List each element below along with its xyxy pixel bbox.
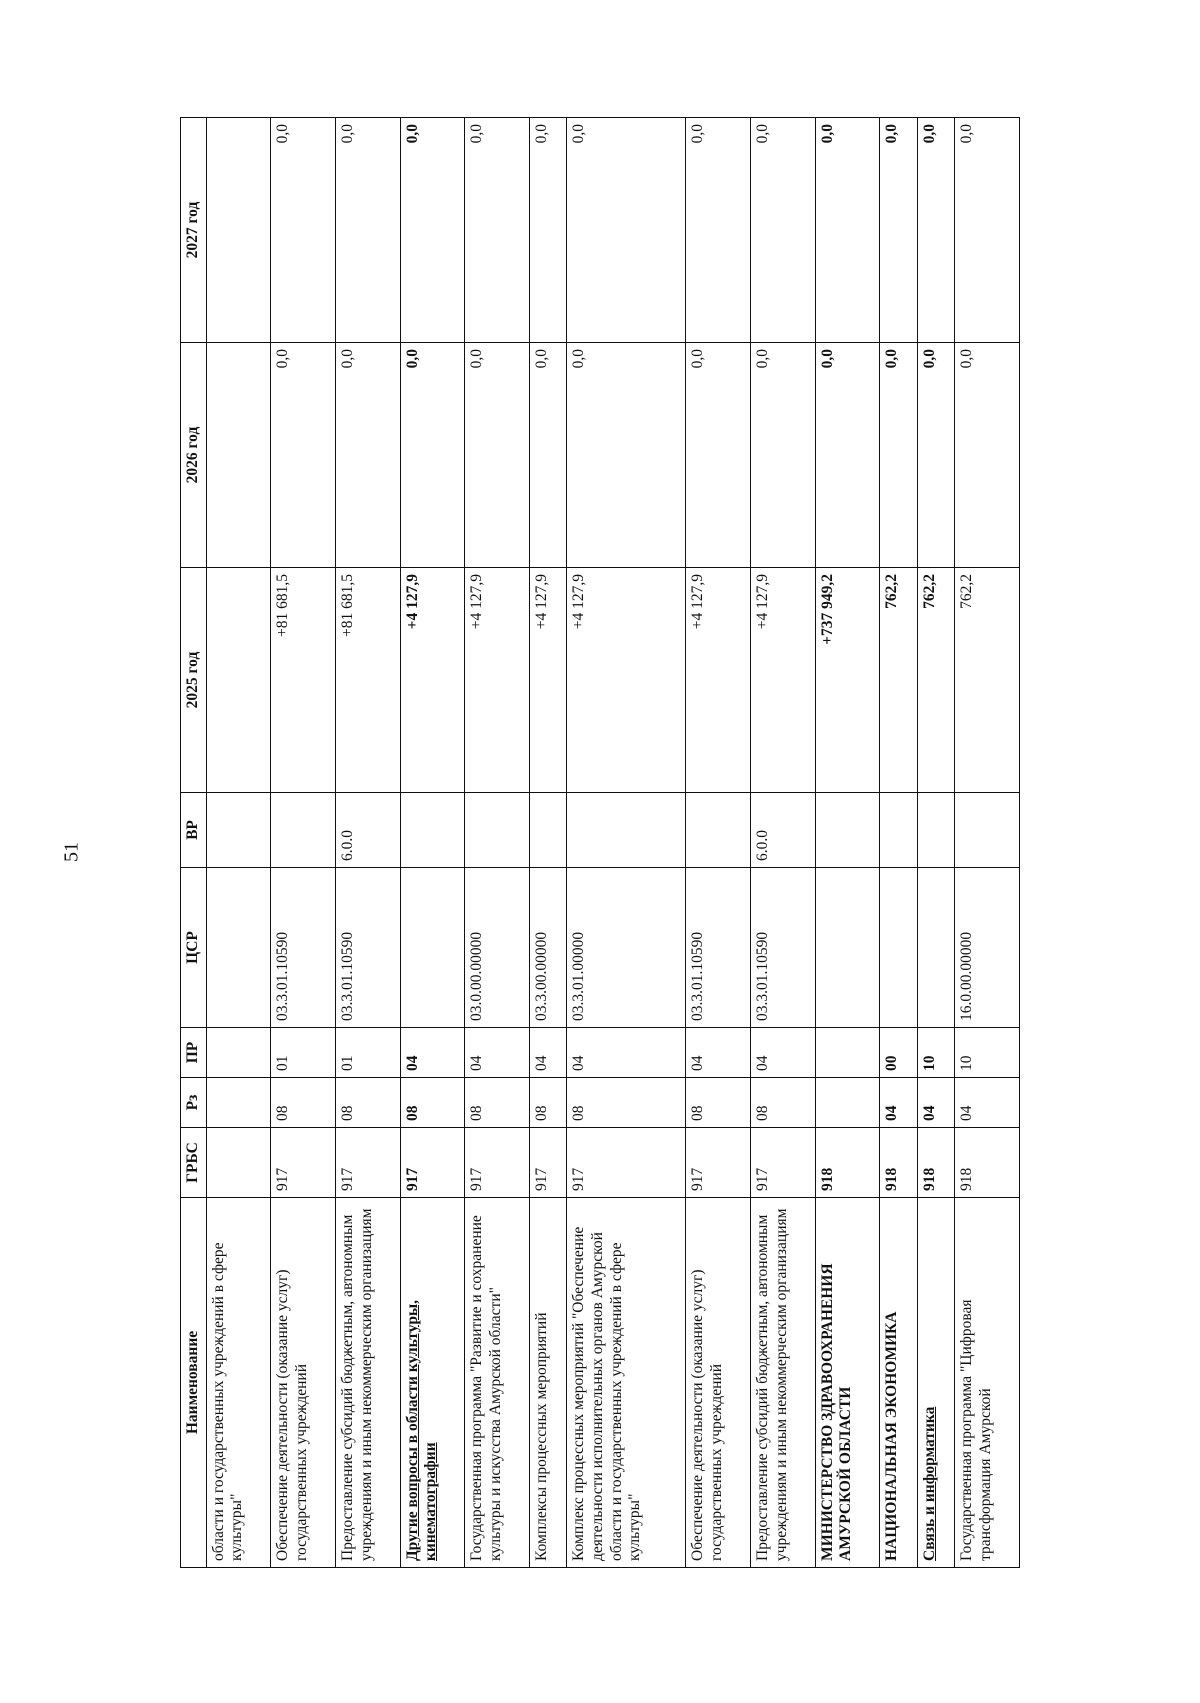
row-pr-cell: 04 xyxy=(751,1028,816,1078)
row-csr-cell: 03.3.01.10590 xyxy=(751,868,816,1028)
row-rz-cell: 04 xyxy=(880,1078,917,1128)
row-grbs-cell: 918 xyxy=(880,1128,917,1198)
row-vr-cell xyxy=(206,793,271,868)
header-pr: ПР xyxy=(181,1028,207,1078)
row-pr-cell: 10 xyxy=(917,1028,954,1078)
row-vr-cell xyxy=(465,793,530,868)
row-rz-cell xyxy=(206,1078,271,1128)
header-csr: ЦСР xyxy=(181,868,207,1028)
row-vr-cell xyxy=(529,793,566,868)
row-name-cell: Обеспечение деятельности (оказание услуг) государственных учреждений xyxy=(271,1198,336,1568)
row-2027-cell: 0,0 xyxy=(917,118,954,343)
row-pr-cell xyxy=(206,1028,271,1078)
table-body xyxy=(206,118,1019,1568)
row-csr-cell: 16.0.00.00000 xyxy=(955,868,1020,1028)
row-2025-cell: 762,2 xyxy=(880,568,917,793)
row-name-cell: Предоставление субсидий бюджетным, автономным учреждениям и иным некоммерческим организациям xyxy=(751,1198,816,1568)
row-pr-cell xyxy=(815,1028,880,1078)
row-vr-cell xyxy=(815,793,880,868)
row-2027-cell: 0,0 xyxy=(271,118,336,343)
row-2027-cell: 0,0 xyxy=(465,118,530,343)
row-csr-cell: 03.0.00.00000 xyxy=(465,868,530,1028)
table-row xyxy=(400,118,465,1568)
row-2026-cell xyxy=(206,343,271,568)
row-name-cell: Государственная программа "Цифровая трансформация Амурской xyxy=(955,1198,1020,1568)
table-row xyxy=(271,118,336,1568)
row-name-cell: Другие вопросы в области культуры, кинематографии xyxy=(400,1198,465,1568)
row-rz-cell: 04 xyxy=(917,1078,954,1128)
row-csr-cell xyxy=(400,868,465,1028)
row-vr-cell xyxy=(917,793,954,868)
row-2027-cell xyxy=(206,118,271,343)
row-pr-cell: 04 xyxy=(529,1028,566,1078)
table-row xyxy=(206,118,271,1568)
row-vr-cell xyxy=(400,793,465,868)
budget-table-container xyxy=(180,118,1020,1568)
row-2026-cell: 0,0 xyxy=(465,343,530,568)
row-grbs-cell: 917 xyxy=(686,1128,751,1198)
table-row xyxy=(686,118,751,1568)
row-pr-cell: 01 xyxy=(335,1028,400,1078)
row-pr-cell: 10 xyxy=(955,1028,1020,1078)
row-2027-cell: 0,0 xyxy=(880,118,917,343)
row-2026-cell: 0,0 xyxy=(271,343,336,568)
row-2026-cell: 0,0 xyxy=(955,343,1020,568)
row-rz-cell: 08 xyxy=(335,1078,400,1128)
header-2025: 2025 год xyxy=(181,568,207,793)
table-row xyxy=(815,118,880,1568)
row-rz-cell: 04 xyxy=(955,1078,1020,1128)
row-csr-cell: 03.3.01.00000 xyxy=(567,868,686,1028)
row-2025-cell xyxy=(206,568,271,793)
row-grbs-cell: 918 xyxy=(955,1128,1020,1198)
row-grbs-cell: 918 xyxy=(815,1128,880,1198)
row-vr-cell: 6.0.0 xyxy=(335,793,400,868)
row-2025-cell: +4 127,9 xyxy=(751,568,816,793)
row-grbs-cell: 917 xyxy=(335,1128,400,1198)
row-2025-cell: +737 949,2 xyxy=(815,568,880,793)
row-grbs-cell: 917 xyxy=(465,1128,530,1198)
row-2027-cell: 0,0 xyxy=(400,118,465,343)
row-rz-cell: 08 xyxy=(567,1078,686,1128)
row-rz-cell: 08 xyxy=(529,1078,566,1128)
table-row xyxy=(751,118,816,1568)
header-2027: 2027 год xyxy=(181,118,207,343)
row-2026-cell: 0,0 xyxy=(335,343,400,568)
row-2026-cell: 0,0 xyxy=(567,343,686,568)
row-2025-cell: 762,2 xyxy=(917,568,954,793)
row-2025-cell: +4 127,9 xyxy=(465,568,530,793)
row-grbs-cell xyxy=(206,1128,271,1198)
table-row xyxy=(917,118,954,1568)
row-2027-cell: 0,0 xyxy=(567,118,686,343)
row-name-cell: Комплекс процессных мероприятий "Обеспечение деятельности исполнительных органов Амурской области и государственных учреждений в сфере культуры" xyxy=(567,1198,686,1568)
page-number: 51 xyxy=(60,842,83,862)
row-name-cell: Обеспечение деятельности (оказание услуг) государственных учреждений xyxy=(686,1198,751,1568)
row-grbs-cell: 917 xyxy=(400,1128,465,1198)
row-csr-cell xyxy=(206,868,271,1028)
row-2025-cell: +4 127,9 xyxy=(529,568,566,793)
row-2026-cell: 0,0 xyxy=(529,343,566,568)
row-pr-cell: 04 xyxy=(567,1028,686,1078)
header-2026: 2026 год xyxy=(181,343,207,568)
row-2026-cell: 0,0 xyxy=(686,343,751,568)
row-csr-cell: 03.3.01.10590 xyxy=(686,868,751,1028)
row-name-cell: Предоставление субсидий бюджетным, автономным учреждениям и иным некоммерческим организациям xyxy=(335,1198,400,1568)
table-row xyxy=(567,118,686,1568)
row-pr-cell: 01 xyxy=(271,1028,336,1078)
row-name-cell: НАЦИОНАЛЬНАЯ ЭКОНОМИКА xyxy=(880,1198,917,1568)
row-vr-cell xyxy=(271,793,336,868)
row-name-cell: Государственная программа "Развитие и сохранение культуры и искусства Амурской области" xyxy=(465,1198,530,1568)
row-2025-cell: +4 127,9 xyxy=(686,568,751,793)
row-2027-cell: 0,0 xyxy=(686,118,751,343)
row-csr-cell: 03.3.00.00000 xyxy=(529,868,566,1028)
row-2027-cell: 0,0 xyxy=(335,118,400,343)
budget-table xyxy=(180,117,1020,1568)
row-pr-cell: 04 xyxy=(400,1028,465,1078)
row-2027-cell: 0,0 xyxy=(751,118,816,343)
table-row xyxy=(955,118,1020,1568)
row-grbs-cell: 917 xyxy=(271,1128,336,1198)
row-vr-cell xyxy=(880,793,917,868)
row-csr-cell: 03.3.01.10590 xyxy=(335,868,400,1028)
row-rz-cell: 08 xyxy=(686,1078,751,1128)
row-grbs-cell: 917 xyxy=(751,1128,816,1198)
row-2026-cell: 0,0 xyxy=(917,343,954,568)
row-grbs-cell: 918 xyxy=(917,1128,954,1198)
table-row xyxy=(465,118,530,1568)
row-2026-cell: 0,0 xyxy=(880,343,917,568)
row-2026-cell: 0,0 xyxy=(400,343,465,568)
row-2025-cell: +4 127,9 xyxy=(400,568,465,793)
header-vr: ВР xyxy=(181,793,207,868)
row-name-cell: Связь и информатика xyxy=(917,1198,954,1568)
row-rz-cell: 08 xyxy=(751,1078,816,1128)
row-csr-cell xyxy=(815,868,880,1028)
row-2025-cell: +81 681,5 xyxy=(271,568,336,793)
row-vr-cell xyxy=(567,793,686,868)
header-grbs: ГРБС xyxy=(181,1128,207,1198)
row-vr-cell xyxy=(686,793,751,868)
row-csr-cell: 03.3.01.10590 xyxy=(271,868,336,1028)
row-rz-cell: 08 xyxy=(400,1078,465,1128)
row-2026-cell: 0,0 xyxy=(815,343,880,568)
row-pr-cell: 04 xyxy=(686,1028,751,1078)
row-grbs-cell: 917 xyxy=(529,1128,566,1198)
row-pr-cell: 00 xyxy=(880,1028,917,1078)
row-vr-cell: 6.0.0 xyxy=(751,793,816,868)
row-pr-cell: 04 xyxy=(465,1028,530,1078)
row-name-cell: МИНИСТЕРСТВО ЗДРАВООХРАНЕНИЯ АМУРСКОЙ ОБЛАСТИ xyxy=(815,1198,880,1568)
row-name-cell: области и государственных учреждений в сфере культуры" xyxy=(206,1198,271,1568)
header-rz: Рз xyxy=(181,1078,207,1128)
row-2027-cell: 0,0 xyxy=(955,118,1020,343)
row-2027-cell: 0,0 xyxy=(529,118,566,343)
row-2025-cell: +4 127,9 xyxy=(567,568,686,793)
row-name-cell: Комплексы процессных мероприятий xyxy=(529,1198,566,1568)
row-csr-cell xyxy=(917,868,954,1028)
row-rz-cell: 08 xyxy=(271,1078,336,1128)
table-row xyxy=(880,118,917,1568)
table-header-row xyxy=(181,118,207,1568)
table-row xyxy=(529,118,566,1568)
header-name: Наименование xyxy=(181,1198,207,1568)
row-grbs-cell: 917 xyxy=(567,1128,686,1198)
row-2027-cell: 0,0 xyxy=(815,118,880,343)
row-csr-cell xyxy=(880,868,917,1028)
row-vr-cell xyxy=(955,793,1020,868)
row-2025-cell: +81 681,5 xyxy=(335,568,400,793)
table-row xyxy=(335,118,400,1568)
row-2026-cell: 0,0 xyxy=(751,343,816,568)
row-2025-cell: 762,2 xyxy=(955,568,1020,793)
row-rz-cell xyxy=(815,1078,880,1128)
row-rz-cell: 08 xyxy=(465,1078,530,1128)
